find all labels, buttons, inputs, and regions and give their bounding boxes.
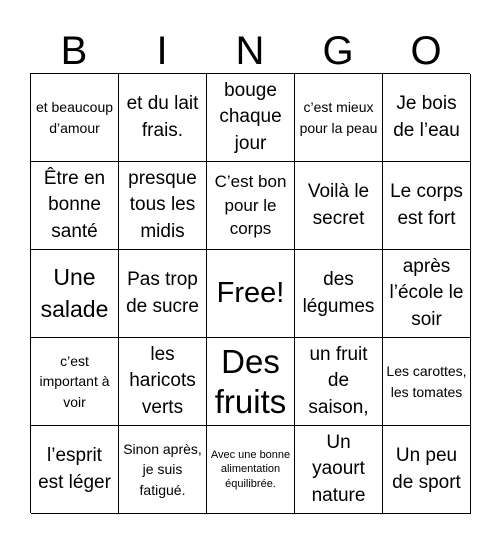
header-letter-i: I	[156, 29, 168, 73]
bingo-cell[interactable]: et beaucoup d’amour	[31, 74, 119, 162]
bingo-cell[interactable]: Être en bonne santé	[31, 162, 119, 250]
header-letter-g: G	[322, 29, 354, 73]
bingo-cell[interactable]: bouge chaque jour	[207, 74, 295, 162]
header-letter-o: O	[410, 29, 442, 73]
bingo-cell[interactable]: presque tous les midis	[119, 162, 207, 250]
bingo-cell[interactable]: Un yaourt nature	[295, 426, 383, 514]
bingo-cell[interactable]: des légumes	[295, 250, 383, 338]
bingo-cell[interactable]: c’est mieux pour la peau	[295, 74, 383, 162]
bingo-cell[interactable]: Une salade	[31, 250, 119, 338]
bingo-cell[interactable]: Pas trop de sucre	[119, 250, 207, 338]
bingo-cell[interactable]: Un peu de sport	[383, 426, 471, 514]
bingo-cell[interactable]: Les carottes, les tomates	[383, 338, 471, 426]
free-space-cell[interactable]: Free!	[207, 250, 295, 338]
bingo-cell[interactable]: un fruit de saison,	[295, 338, 383, 426]
bingo-cell[interactable]: Voilà le secret	[295, 162, 383, 250]
bingo-cell[interactable]: Avec une bonne alimentation équilibrée.	[207, 426, 295, 514]
bingo-cell[interactable]: Le corps est fort	[383, 162, 471, 250]
bingo-cell[interactable]: l’esprit est léger	[31, 426, 119, 514]
bingo-board	[30, 73, 470, 513]
bingo-cell[interactable]: c’est important à voir	[31, 338, 119, 426]
bingo-cell[interactable]: Je bois de l’eau	[383, 74, 471, 162]
bingo-cell[interactable]: Des fruits	[207, 338, 295, 426]
bingo-cell[interactable]: Sinon après, je suis fatigué.	[119, 426, 207, 514]
header-letter-n: N	[235, 29, 265, 73]
header-letter-b: B	[60, 29, 88, 73]
bingo-cell[interactable]: après l’école le soir	[383, 250, 471, 338]
bingo-cell[interactable]: C’est bon pour le corps	[207, 162, 295, 250]
bingo-cell[interactable]: et du lait frais.	[119, 74, 207, 162]
bingo-header	[30, 26, 470, 76]
bingo-cell[interactable]: les haricots verts	[119, 338, 207, 426]
